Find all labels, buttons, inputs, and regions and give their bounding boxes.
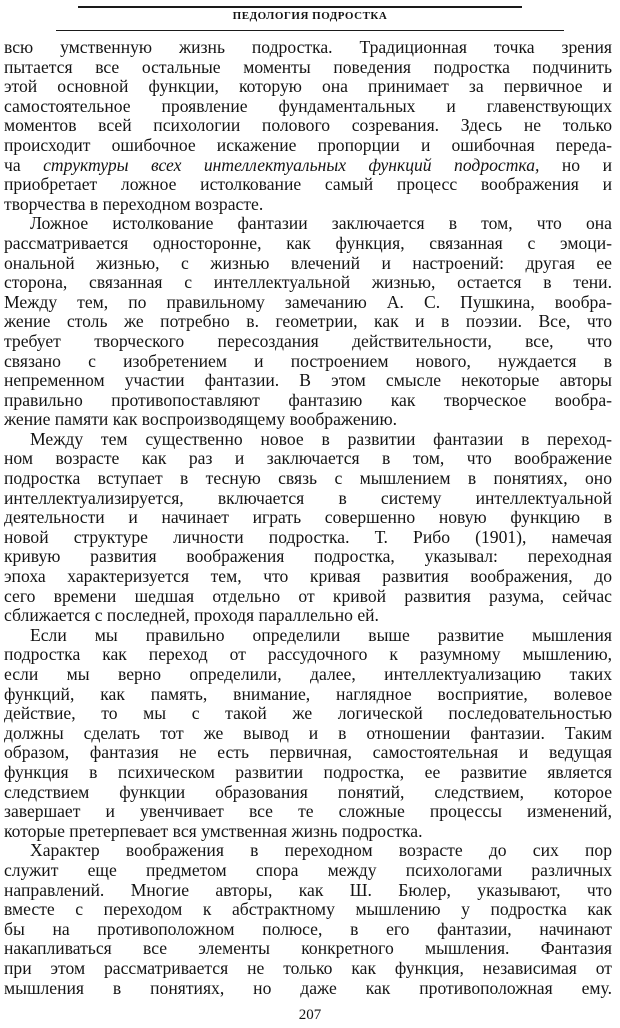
header-rule: [56, 30, 564, 31]
text-line: этой основной функции, которую она принимает за первичное и: [4, 77, 612, 97]
text-line: образом, фантазия не есть первичная, самостоятельная и ведущая: [4, 743, 612, 763]
text-line: правильно противопоставляют фантазию как творческое вообра-: [4, 390, 612, 410]
text-line: творчества в переходном возрасте.: [4, 194, 264, 214]
paragraph-first-line: Если мы правильно определили выше развитие мышления: [30, 625, 612, 645]
text-line: накапливаться все элементы конкретного мышления. Фантазия: [4, 939, 612, 959]
text-line: подростка как переход от рассудочного к разумному мышлению,: [4, 645, 612, 665]
text-line: если мы верно определили, далее, интеллектуализацию таких: [4, 665, 612, 684]
text-line: жение столь же потребно в. геометрии, как и в поэзии. Все, что: [4, 312, 612, 332]
text-line: приобретает ложное истолкование самый процесс воображения и: [4, 175, 612, 195]
text-line: сего времени шедшая отдельно от кривой развития разума, сейчас: [4, 586, 612, 606]
text-line: мышления в понятиях, но даже как противоположная ему.: [4, 978, 612, 998]
text-line: эпоха характеризуется тем, что кривая развития воображения, до: [4, 567, 612, 587]
text-line: самостоятельное проявление фундаментальных и главенствующих: [4, 96, 612, 116]
paragraph-first-line: Ложное истолкование фантазии заключается в том, что она: [30, 214, 612, 234]
top-rule: [78, 6, 522, 8]
text-line: пытается все остальные моменты поведения подростка подчинить: [4, 57, 612, 77]
text-line: которые претерпевает вся умственная жизнь подростка.: [4, 821, 423, 841]
text-line: сторона, связанная с интеллектуальной жизнью, остается в тени.: [4, 273, 612, 293]
text-line: ном возрасте как раз и заключается в том, что воображение: [4, 449, 612, 469]
text-line: происходит ошибочное искажение пропорции и ошибочная переда-: [4, 135, 612, 155]
running-head: ПЕДОЛОГИЯ ПОДРОСТКА: [232, 10, 388, 22]
text-line-with-italic: [4, 156, 612, 176]
text-line: завершает и увенчивает все те сложные процессы изменений,: [4, 802, 612, 822]
text-line: кривую развития воображения подростка, указывал: переходная: [4, 547, 612, 567]
text-line: направлений. Многие авторы, как Ш. Бюлер, указывают, что: [4, 880, 612, 900]
text-line: новой структуре личности подростка. Т. Рибо (1901), намечая: [4, 527, 612, 547]
italic-phrase: структуры всех интеллектуальных функций подростка,: [43, 155, 540, 175]
text-fragment: но и: [539, 155, 612, 175]
text-line: действие, то мы с такой же логической последовательностью: [4, 704, 612, 724]
text-line: бы на противоположном полюсе, в его фантазии, начинают: [4, 919, 612, 939]
text-line: жение памяти как воспроизводящему воображению.: [4, 410, 398, 430]
paragraph-first-line: Между тем существенно новое в развитии фантазии в переход-: [30, 429, 612, 449]
text-line: ональной жизнью, с жизнью влечений и настроений: другая ее: [4, 253, 612, 273]
page-number: 207: [298, 1007, 322, 1023]
text-line: рассматривается односторонне, как функция, связанная с эмоци-: [4, 233, 612, 253]
text-line: Между тем, по правильному замечанию А. С. Пушкина, вообра-: [4, 292, 612, 312]
text-line: подростка вступает в тесную связь с мышлением в понятиях, оно: [4, 469, 612, 489]
text-line: вместе с переходом к абстрактному мышлению у подростка как: [4, 900, 612, 920]
text-line: связано с изобретением и построением нового, нуждается в: [4, 351, 612, 371]
text-line: должны сделать тот же вывод и в отношении фантазии. Таким: [4, 723, 612, 743]
body-text: [4, 38, 612, 998]
text-line: служит еще предметом спора между психологами различных: [4, 860, 612, 880]
text-line: при этом рассматривается не только как функция, независимая от: [4, 958, 612, 978]
text-line: деятельности и начинает играть совершенно новую функцию в: [4, 508, 612, 528]
text-fragment: ча: [4, 155, 44, 175]
text-line: интеллектуализируется, включается в систему интеллектуальной: [4, 488, 612, 508]
text-line: моментов всей психологии полового созревания. Здесь не только: [4, 116, 612, 136]
text-line: функция в психическом развитии подростка, ее развитие является: [4, 762, 612, 782]
paragraph-first-line: Характер воображения в переходном возрасте до сих пор: [30, 841, 612, 861]
text-line: всю умственную жизнь подростка. Традиционная точка зрения: [4, 38, 612, 57]
text-line: непременном участии фантазии. В этом смысле некоторые авторы: [4, 371, 612, 391]
text-line: сближается с последней, проходя параллельно ей.: [4, 606, 379, 626]
text-line: следствием функции образования понятий, следствием, которое: [4, 782, 612, 802]
text-line: функций, как память, внимание, наглядное восприятие, волевое: [4, 684, 612, 704]
text-line: требует творческого пересоздания действительности, все, что: [4, 331, 612, 351]
